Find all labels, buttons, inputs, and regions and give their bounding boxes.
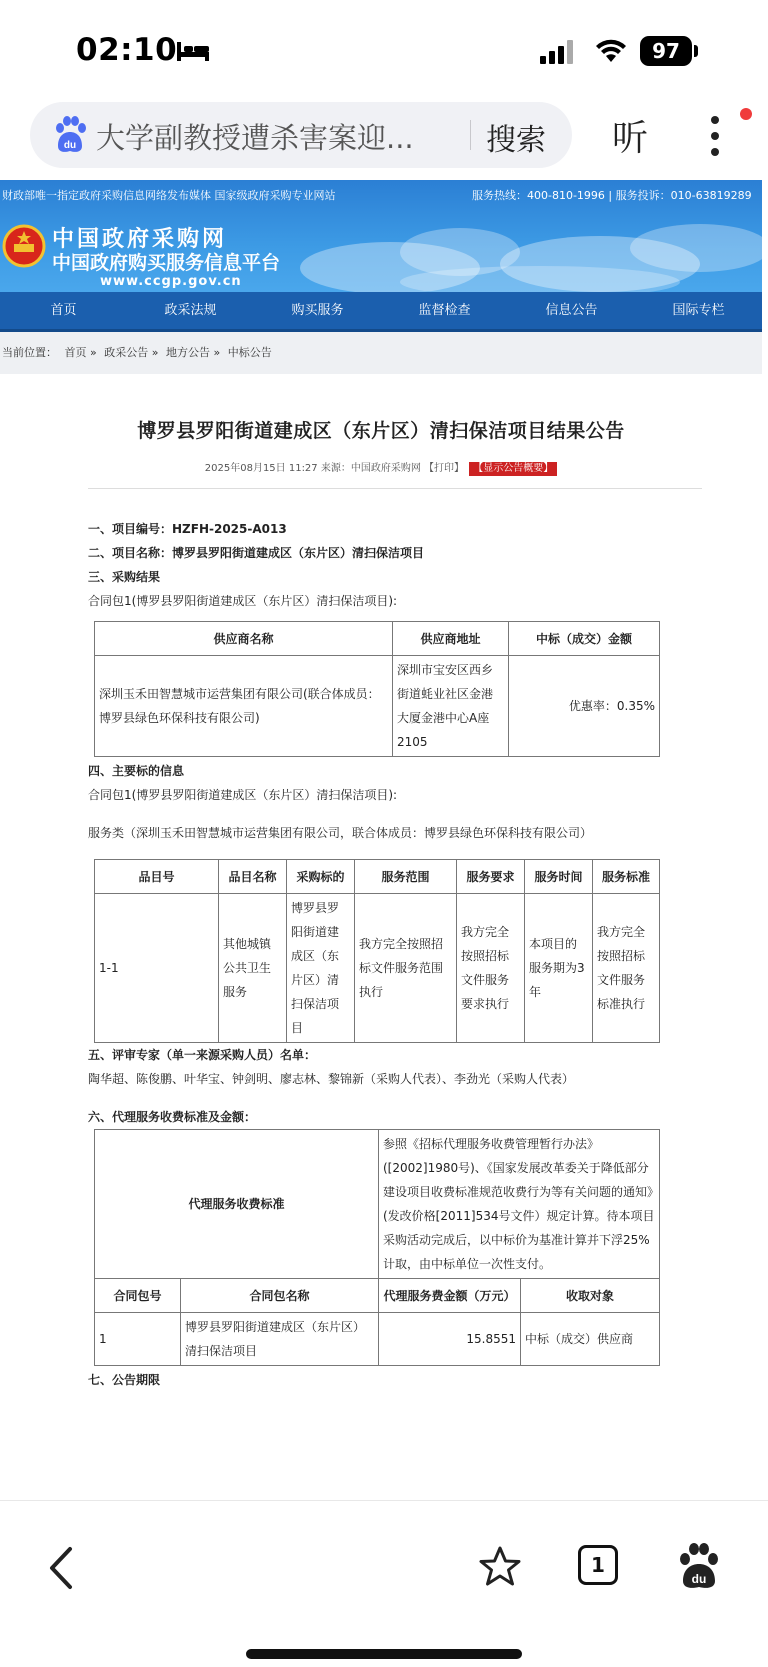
breadcrumb-home[interactable]: 首页 » [64, 346, 97, 359]
table-header: 合同包名称 [181, 1279, 379, 1313]
table-header-row [95, 1279, 660, 1313]
national-emblem-icon [2, 222, 46, 270]
nav-regulations[interactable]: 政采法规 [164, 303, 217, 318]
show-summary-button[interactable]: 【显示公告概要】 [469, 462, 557, 476]
table-row [95, 894, 660, 1043]
tabs-button[interactable]: 1 [578, 1545, 618, 1585]
table-header: 代理服务费金额（万元） [379, 1279, 521, 1313]
table-header: 服务要求 [457, 860, 525, 894]
table-header: 服务标准 [593, 860, 660, 894]
contract-package-label: 合同包1(博罗县罗阳街道建成区（东片区）清扫保洁项目): [88, 788, 398, 802]
contract-package-label: 合同包1(博罗县罗阳街道建成区（东片区）清扫保洁项目): [88, 594, 398, 608]
table-header: 品目号 [95, 860, 219, 894]
wifi-icon [594, 36, 628, 64]
fee-amount: 15.8551 [379, 1313, 521, 1366]
section-main-items: 四、主要标的信息 [88, 764, 185, 778]
fee-package-number: 1 [95, 1313, 181, 1366]
table-row [95, 656, 660, 757]
svg-text:du: du [63, 140, 77, 151]
listen-button[interactable]: 听 [612, 118, 649, 159]
table-header: 服务范围 [355, 860, 457, 894]
site-header [0, 180, 762, 292]
search-query-text[interactable]: 大学副教授遭杀害案迎... [96, 121, 414, 155]
search-bar[interactable] [30, 102, 572, 168]
site-slogan: 财政部唯一指定政府采购信息网络发布媒体 国家级政府采购专业网站 [2, 189, 336, 202]
baidu-paw-icon[interactable] [676, 1541, 722, 1591]
section-agency-fee: 六、代理服务收费标准及金额： [88, 1110, 257, 1124]
header-cloud-decoration [300, 208, 762, 292]
notice-meta [0, 459, 762, 476]
table-header: 供应商名称 [95, 622, 393, 656]
more-menu-icon[interactable] [708, 114, 722, 158]
favorite-star-icon[interactable] [478, 1545, 522, 1589]
home-indicator[interactable] [246, 1649, 522, 1659]
fee-payer: 中标（成交）供应商 [521, 1313, 660, 1366]
search-divider [470, 120, 471, 150]
breadcrumb-award[interactable]: 中标公告 [227, 346, 272, 359]
notice-meta-text: 2025年08月15日 11:27 来源：中国政府采购网 【打印】 [204, 463, 465, 474]
page-title: 博罗县罗阳街道建成区（东片区）清扫保洁项目结果公告 [137, 420, 625, 442]
table-header: 采购标的 [287, 860, 355, 894]
status-time: 02:10 [76, 32, 178, 68]
project-number: 一、项目编号：HZFH-2025-A013 [88, 522, 287, 536]
header-topline [0, 180, 762, 208]
breadcrumb-announcements[interactable]: 政采公告 » [104, 346, 159, 359]
table-header: 中标（成交）金额 [509, 622, 660, 656]
search-button[interactable]: 搜索 [486, 123, 546, 158]
sleep-mode-icon [176, 40, 210, 62]
table-header: 收取对象 [521, 1279, 660, 1313]
site-hotline: 服务热线：400-810-1996 | 服务投诉：010-63819289 [472, 189, 752, 202]
section-experts: 五、评审专家（单一来源采购人员）名单： [88, 1048, 317, 1062]
back-arrow-icon[interactable] [44, 1543, 78, 1593]
expert-list: 陶华超、陈俊鹏、叶华宝、钟剑明、廖志林、黎锦新（采购人代表）、李劲光（采购人代表） [88, 1072, 575, 1086]
site-url: www.ccgp.gov.cn [100, 274, 242, 289]
notice-body [0, 489, 700, 1392]
item-name: 其他城镇公共卫生服务 [219, 894, 287, 1043]
nav-supervision[interactable]: 监督检查 [418, 303, 471, 318]
fee-standard-text: 参照《招标代理服务收费管理暂行办法》([2002]1980号)、《国家发展改革委关于降低部分建设项目收费标准规范收费行为等有关问题的通知》(发改价格[2011]534号文件）规定计算。待本项目采购活动完成后，以中标价为基准计算并下浮25%计取，由中标单位一次性支付。 [379, 1130, 660, 1279]
section-procurement-result: 三、采购结果 [88, 570, 161, 584]
award-amount: 优惠率：0.35% [509, 656, 660, 757]
svg-text:du: du [691, 1572, 707, 1586]
browser-bottom-toolbar [0, 1500, 768, 1667]
table-row [95, 1130, 660, 1279]
item-duration: 本项目的服务期为3年 [525, 894, 593, 1043]
status-bar [0, 0, 768, 100]
site-logo-subtitle: 中国政府购买服务信息平台 [52, 252, 281, 274]
fee-table [94, 1129, 660, 1366]
table-header-row [95, 860, 660, 894]
breadcrumb [0, 332, 762, 374]
breadcrumb-local[interactable]: 地方公告 » [165, 346, 221, 359]
table-header: 供应商地址 [393, 622, 509, 656]
main-nav [0, 292, 762, 332]
item-target: 博罗县罗阳街道建成区（东片区）清扫保洁项目 [287, 894, 355, 1043]
supplier-name: 深圳玉禾田智慧城市运营集团有限公司(联合体成员：博罗县绿色环保科技有限公司) [95, 656, 393, 757]
service-category-line: 服务类（深圳玉禾田智慧城市运营集团有限公司，联合体成员：博罗县绿色环保科技有限公司） [88, 826, 593, 840]
nav-announcements[interactable]: 信息公告 [545, 303, 598, 318]
baidu-logo-icon [52, 116, 88, 154]
table-row [95, 1313, 660, 1366]
item-number: 1-1 [95, 894, 219, 1043]
table-header-row [95, 622, 660, 656]
table-header: 品目名称 [219, 860, 287, 894]
nav-home[interactable]: 首页 [50, 303, 77, 318]
battery-level: 97 [640, 36, 692, 66]
nav-purchase-service[interactable]: 购买服务 [291, 303, 344, 318]
project-name: 二、项目名称：博罗县罗阳街道建成区（东片区）清扫保洁项目 [88, 546, 425, 560]
cellular-signal-icon [540, 40, 576, 64]
section-notice-period: 七、公告期限 [88, 1373, 161, 1387]
item-requirement: 我方完全按照招标文件服务要求执行 [457, 894, 525, 1043]
item-standard: 我方完全按照招标文件服务标准执行 [593, 894, 660, 1043]
item-scope: 我方完全按照招标文件服务范围执行 [355, 894, 457, 1043]
notification-dot [740, 108, 752, 120]
fee-package-name: 博罗县罗阳街道建成区（东片区）清扫保洁项目 [181, 1313, 379, 1366]
supplier-address: 深圳市宝安区西乡街道蚝业社区金港大厦金港中心A座2105 [393, 656, 509, 757]
breadcrumb-label: 当前位置： [2, 346, 57, 359]
result-table [94, 621, 660, 757]
item-table [94, 859, 660, 1043]
table-header: 合同包号 [95, 1279, 181, 1313]
table-header: 服务时间 [525, 860, 593, 894]
nav-international[interactable]: 国际专栏 [672, 303, 725, 318]
battery-tip [694, 45, 698, 57]
site-logo-title[interactable]: 中国政府采购网 [52, 227, 228, 252]
fee-standard-label: 代理服务收费标准 [95, 1130, 379, 1279]
web-page [0, 180, 762, 1500]
